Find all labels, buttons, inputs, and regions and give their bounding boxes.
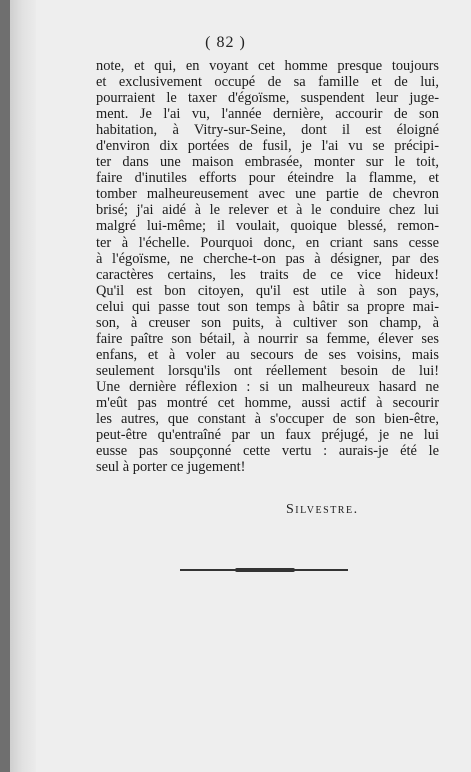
text-line: habitation, à Vitry-sur-Seine, dont il est éloigné <box>96 122 439 139</box>
text-line: seulement lorsqu'ils ont réellement besoin de lui! <box>96 362 439 379</box>
text-line: pourraient le taxer d'égoïsme, suspendent leur juge- <box>96 90 439 107</box>
section-rule <box>180 569 348 571</box>
text-line: caractères certains, les traits de ce vice hideux! <box>96 266 439 283</box>
text-line: faire d'inutiles efforts pour éteindre la flamme, et <box>96 170 439 187</box>
text-line: brisé; j'ai aidé à le relever et à le conduire chez lui <box>96 202 439 219</box>
text-line: malgré lui-même; il voulait, quoique blessé, remon- <box>96 218 439 235</box>
text-line: enfans, et à voler au secours de ses voisins, mais <box>96 346 439 363</box>
text-line: faire paître son bétail, à nourrir sa femme, élever ses <box>96 330 439 347</box>
text-line: tomber malheureusement avec une partie de chevron <box>96 186 439 203</box>
text-line: d'environ dix portées de fusil, je l'ai vu se précipi- <box>96 138 439 155</box>
text-line: peut-être qu'entraîné par un faux préjugé, je ne lui <box>96 427 439 444</box>
text-line: son, à creuser son puits, à cultiver son champ, à <box>96 314 439 331</box>
text-line: ter dans une maison embrasée, monter sur le toit, <box>96 154 439 171</box>
text-line: Qu'il est bon citoyen, qu'il est utile à son pays, <box>96 282 439 299</box>
text-line: note, et qui, en voyant cet homme presque toujours <box>96 58 439 74</box>
page-gutter <box>10 0 36 772</box>
text-line: m'eût pas montré cet homme, aussi actif à secourir <box>96 394 439 411</box>
text-line: celui qui passe tout son temps à bâtir sa propre mai- <box>96 298 439 315</box>
text-line: les autres, que constant à s'occuper de son bien-être, <box>96 411 439 428</box>
text-line: seul à porter ce jugement! <box>96 459 246 476</box>
author-signature: Silvestre. <box>286 502 359 517</box>
text-line: et exclusivement occupé de sa famille et de lui, <box>96 74 439 91</box>
text-line: ment. Je l'ai vu, l'année dernière, accourir de son <box>96 106 439 123</box>
text-line: à l'égoïsme, ne cherche-t-on pas à désigner, par des <box>96 250 439 267</box>
page-number: ( 82 ) <box>205 34 246 51</box>
text-line: eusse pas soupçonné cette vertu : aurais-je été le <box>96 443 439 460</box>
body-text <box>96 58 439 475</box>
text-line: Une dernière réflexion : si un malheureux hasard ne <box>96 378 439 395</box>
text-line: ter à l'échelle. Pourquoi donc, en criant sans cesse <box>96 234 439 251</box>
